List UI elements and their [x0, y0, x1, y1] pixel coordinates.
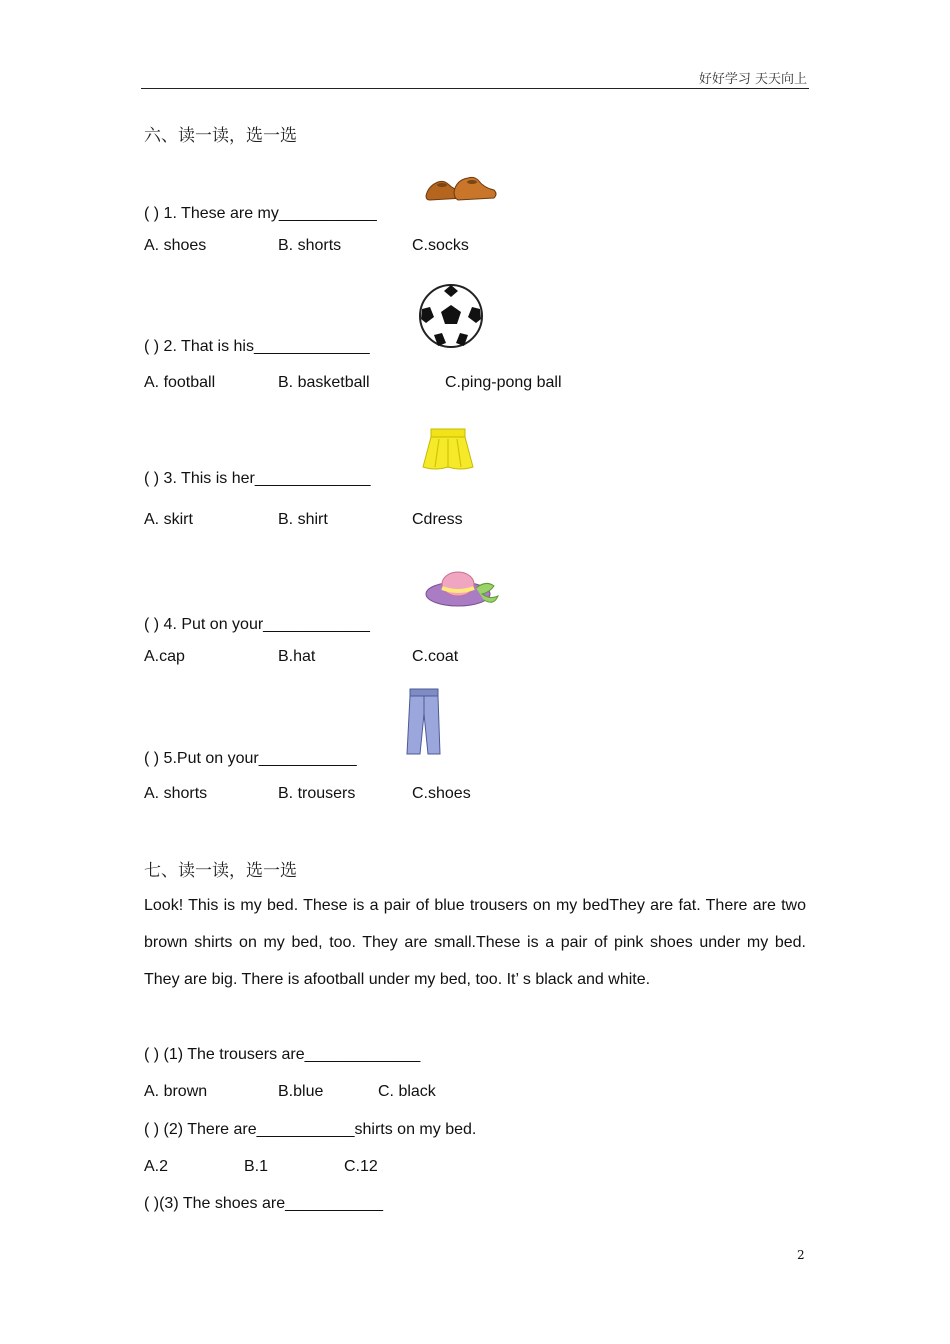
rq2-option-a: A.2 — [144, 1158, 169, 1175]
trousers-icon — [404, 688, 442, 756]
q5-option-a: A. shorts — [144, 785, 208, 802]
shoes-icon — [424, 170, 498, 208]
rq1-option-b: B.blue — [278, 1083, 324, 1100]
rq1-option-a: A. brown — [144, 1083, 208, 1100]
page-header: 好好学习 天天向上 — [698, 72, 807, 87]
q4-option-c: C.coat — [412, 648, 459, 665]
question-4-stem: ( ) 4. Put on your____________ — [144, 616, 370, 633]
reading-question-3-stem: ( )(3) The shoes are___________ — [144, 1195, 383, 1212]
q5-option-b: B. trousers — [278, 785, 356, 802]
q3-option-c: Cdress — [412, 511, 463, 528]
q1-option-b: B. shorts — [278, 237, 342, 254]
q4-option-a: A.cap — [144, 648, 185, 665]
q2-option-c: C.ping-pong ball — [445, 374, 562, 391]
section-7-title: 七、读一读，选一选 — [144, 861, 297, 881]
hat-icon — [424, 570, 504, 612]
question-3-stem: ( ) 3. This is her_____________ — [144, 470, 371, 487]
q2-option-a: A. football — [144, 374, 216, 391]
reading-question-1-stem: ( ) (1) The trousers are_____________ — [144, 1046, 421, 1063]
skirt-icon — [421, 427, 475, 471]
question-5-stem: ( ) 5.Put on your___________ — [144, 750, 357, 767]
q1-option-c: C.socks — [412, 237, 469, 254]
q2-option-b: B. basketball — [278, 374, 370, 391]
question-1-stem: ( ) 1. These are my___________ — [144, 205, 377, 222]
rq2-option-c: C.12 — [344, 1158, 378, 1175]
q4-option-b: B.hat — [278, 648, 316, 665]
header-rule — [141, 88, 809, 89]
rq2-option-b: B.1 — [244, 1158, 269, 1175]
q5-option-c: C.shoes — [412, 785, 471, 802]
reading-passage: Look! This is my bed. These is a pair of blue trousers on my bedThey are fat. There are two brown shirts on my bed, too. They are small.These is a pair of pink shoes under my bed. They are big. There is afootball under my bed, too. It’ s black and white. — [144, 897, 806, 988]
section-6-title: 六、读一读，选一选 — [144, 126, 297, 146]
rq1-option-c: C. black — [378, 1083, 436, 1100]
q1-option-a: A. shoes — [144, 237, 207, 254]
question-2-stem: ( ) 2. That is his_____________ — [144, 338, 370, 355]
reading-question-2-stem: ( ) (2) There are___________shirts on my bed. — [144, 1121, 477, 1138]
football-icon — [418, 283, 484, 349]
page-number: 2 — [797, 1248, 805, 1262]
q3-option-b: B. shirt — [278, 511, 328, 528]
q3-option-a: A. skirt — [144, 511, 193, 528]
